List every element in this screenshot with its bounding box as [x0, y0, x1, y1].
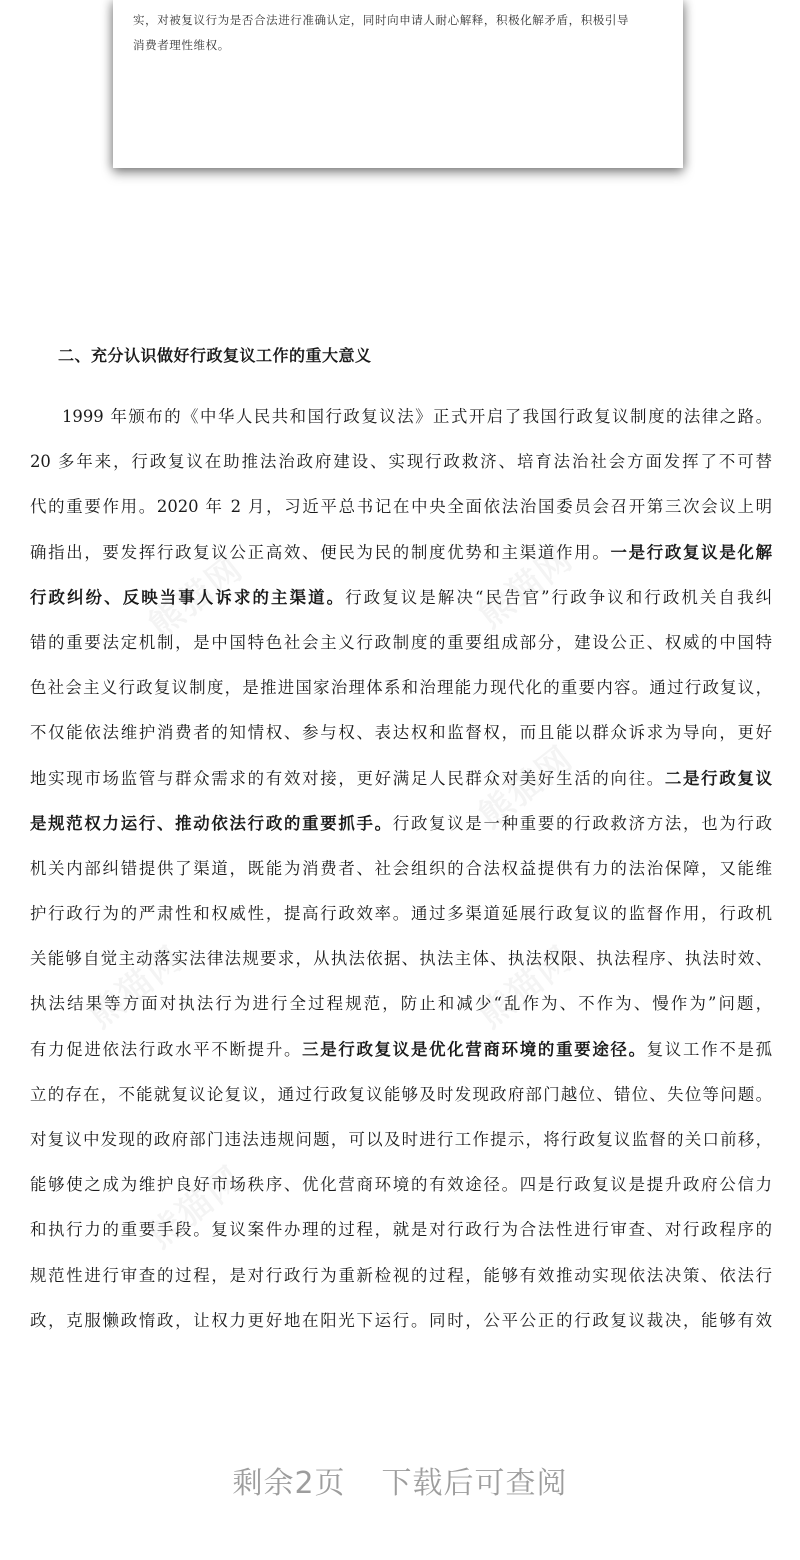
section-heading: 二、充分认识做好行政复议工作的重大意义	[58, 346, 372, 365]
paragraph-line	[30, 1072, 772, 1117]
text-segment: 政，克服懒政惰政，让权力更好地在阳光下运行。同时，公平公正的行政复议裁决，能够有效	[30, 1310, 772, 1330]
text-segment: 机关内部纠错提供了渠道，既能为消费者、社会组织的合法权益提供有力的法治保障，又能维	[30, 858, 772, 878]
paragraph-line	[30, 1207, 772, 1252]
paragraph-line	[30, 620, 772, 665]
paragraph-line	[30, 1298, 772, 1343]
bold-key-point: 行政纠纷、反映当事人诉求的主渠道。	[30, 587, 346, 607]
text-segment: 1999 年颁布的《中华人民共和国行政复议法》正式开启了我国行政复议制度的法律之路。	[62, 407, 772, 426]
text-segment: 复议工作不是孤	[646, 1039, 773, 1059]
text-segment: 确指出，要发挥行政复议公正高效、便民为民的制度优势和主渠道作用。	[30, 542, 611, 562]
text-segment: 对复议中发现的政府部门违法违规问题，可以及时进行工作提示，将行政复议监督的关口前移，	[30, 1130, 772, 1149]
paragraph-line	[30, 530, 772, 575]
paragraph-line	[30, 756, 772, 801]
paragraph-line	[30, 439, 772, 484]
text-segment: 代的重要作用。2020 年 2 月，习近平总书记在中央全面依法治国委员会召开第三次会议上明	[30, 497, 772, 517]
text-segment: 护行政行为的严肃性和权威性，提高行政效率。通过多渠道延展行政复议的监督作用，行政机	[30, 904, 772, 924]
paragraph-line	[30, 394, 772, 439]
previous-page-text	[133, 8, 663, 58]
paragraph-line	[30, 575, 772, 620]
text-segment: 和执行力的重要手段。复议案件办理的过程，就是对行政行为合法性进行审查、对行政程序的	[30, 1220, 772, 1240]
text-segment: 有力促进依法行政水平不断提升。	[30, 1039, 303, 1059]
text-segment: 行政复议是解决“民告官”行政争议和行政机关自我纠	[345, 587, 773, 607]
paragraph-line	[30, 936, 772, 981]
previous-page-line: 实，对被复议行为是否合法进行准确认定，同时向申请人耐心解释，积极化解矛盾，积极引导	[133, 13, 630, 27]
paragraph-line	[30, 891, 772, 936]
text-segment: 行政复议是一种重要的行政救济方法，也为行政	[392, 813, 773, 833]
paragraph-line	[30, 801, 772, 846]
download-prompt[interactable]	[0, 1458, 800, 1502]
download-to-view-text: 下载后可查阅	[381, 1466, 568, 1501]
text-segment: 关能够自觉主动落实法律法规要求，从执法依据、执法主体、执法权限、执法程序、执法时效、	[30, 949, 772, 969]
bold-key-point: 一是行政复议是化解	[610, 542, 773, 562]
previous-page-line: 消费者理性维权。	[133, 38, 230, 52]
paragraph-line	[30, 846, 772, 891]
text-segment: 不仅能依法维护消费者的知情权、参与权、表达权和监督权，而且能以群众诉求为导向，更好	[30, 723, 772, 743]
previous-page-card	[113, 0, 683, 168]
bold-key-point: 二是行政复议	[664, 768, 772, 788]
text-segment: 能够使之成为维护良好市场秩序、优化营商环境的有效途径。四是行政复议是提升政府公信力	[30, 1175, 772, 1195]
text-segment: 色社会主义行政复议制度，是推进国家治理体系和治理能力现代化的重要内容。通过行政复议，	[30, 678, 772, 698]
paragraph-line	[30, 710, 772, 755]
bold-key-point: 是规范权力运行、推动依法行政的重要抓手。	[30, 813, 393, 833]
remaining-pages-text: 剩余2页	[232, 1466, 346, 1501]
text-segment: 执法结果等方面对执法行为进行全过程规范，防止和减少“乱作为、不作为、慢作为”问题，	[30, 994, 772, 1014]
bold-key-point: 三是行政复议是优化营商环境的重要途径。	[302, 1039, 647, 1059]
paragraph-line	[30, 1027, 772, 1072]
paragraph-line	[30, 981, 772, 1026]
paragraph-line	[30, 665, 772, 710]
section-body	[30, 394, 772, 1343]
text-segment: 错的重要法定机制，是中国特色社会主义行政制度的重要组成部分，建设公正、权威的中国特	[30, 632, 772, 652]
text-segment: 立的存在，不能就复议论复议，通过行政复议能够及时发现政府部门越位、错位、失位等问题。	[30, 1084, 772, 1104]
text-segment: 20 多年来，行政复议在助推法治政府建设、实现行政救济、培育法治社会方面发挥了不可替	[30, 452, 772, 472]
paragraph-line	[30, 1117, 772, 1162]
text-segment: 规范性进行审查的过程，是对行政行为重新检视的过程，能够有效推动实现依法决策、依法行	[30, 1265, 772, 1285]
paragraph-line	[30, 1253, 772, 1298]
text-segment: 地实现市场监管与群众需求的有效对接，更好满足人民群众对美好生活的向往。	[30, 768, 665, 788]
paragraph-line	[30, 1162, 772, 1207]
paragraph-line	[30, 484, 772, 529]
